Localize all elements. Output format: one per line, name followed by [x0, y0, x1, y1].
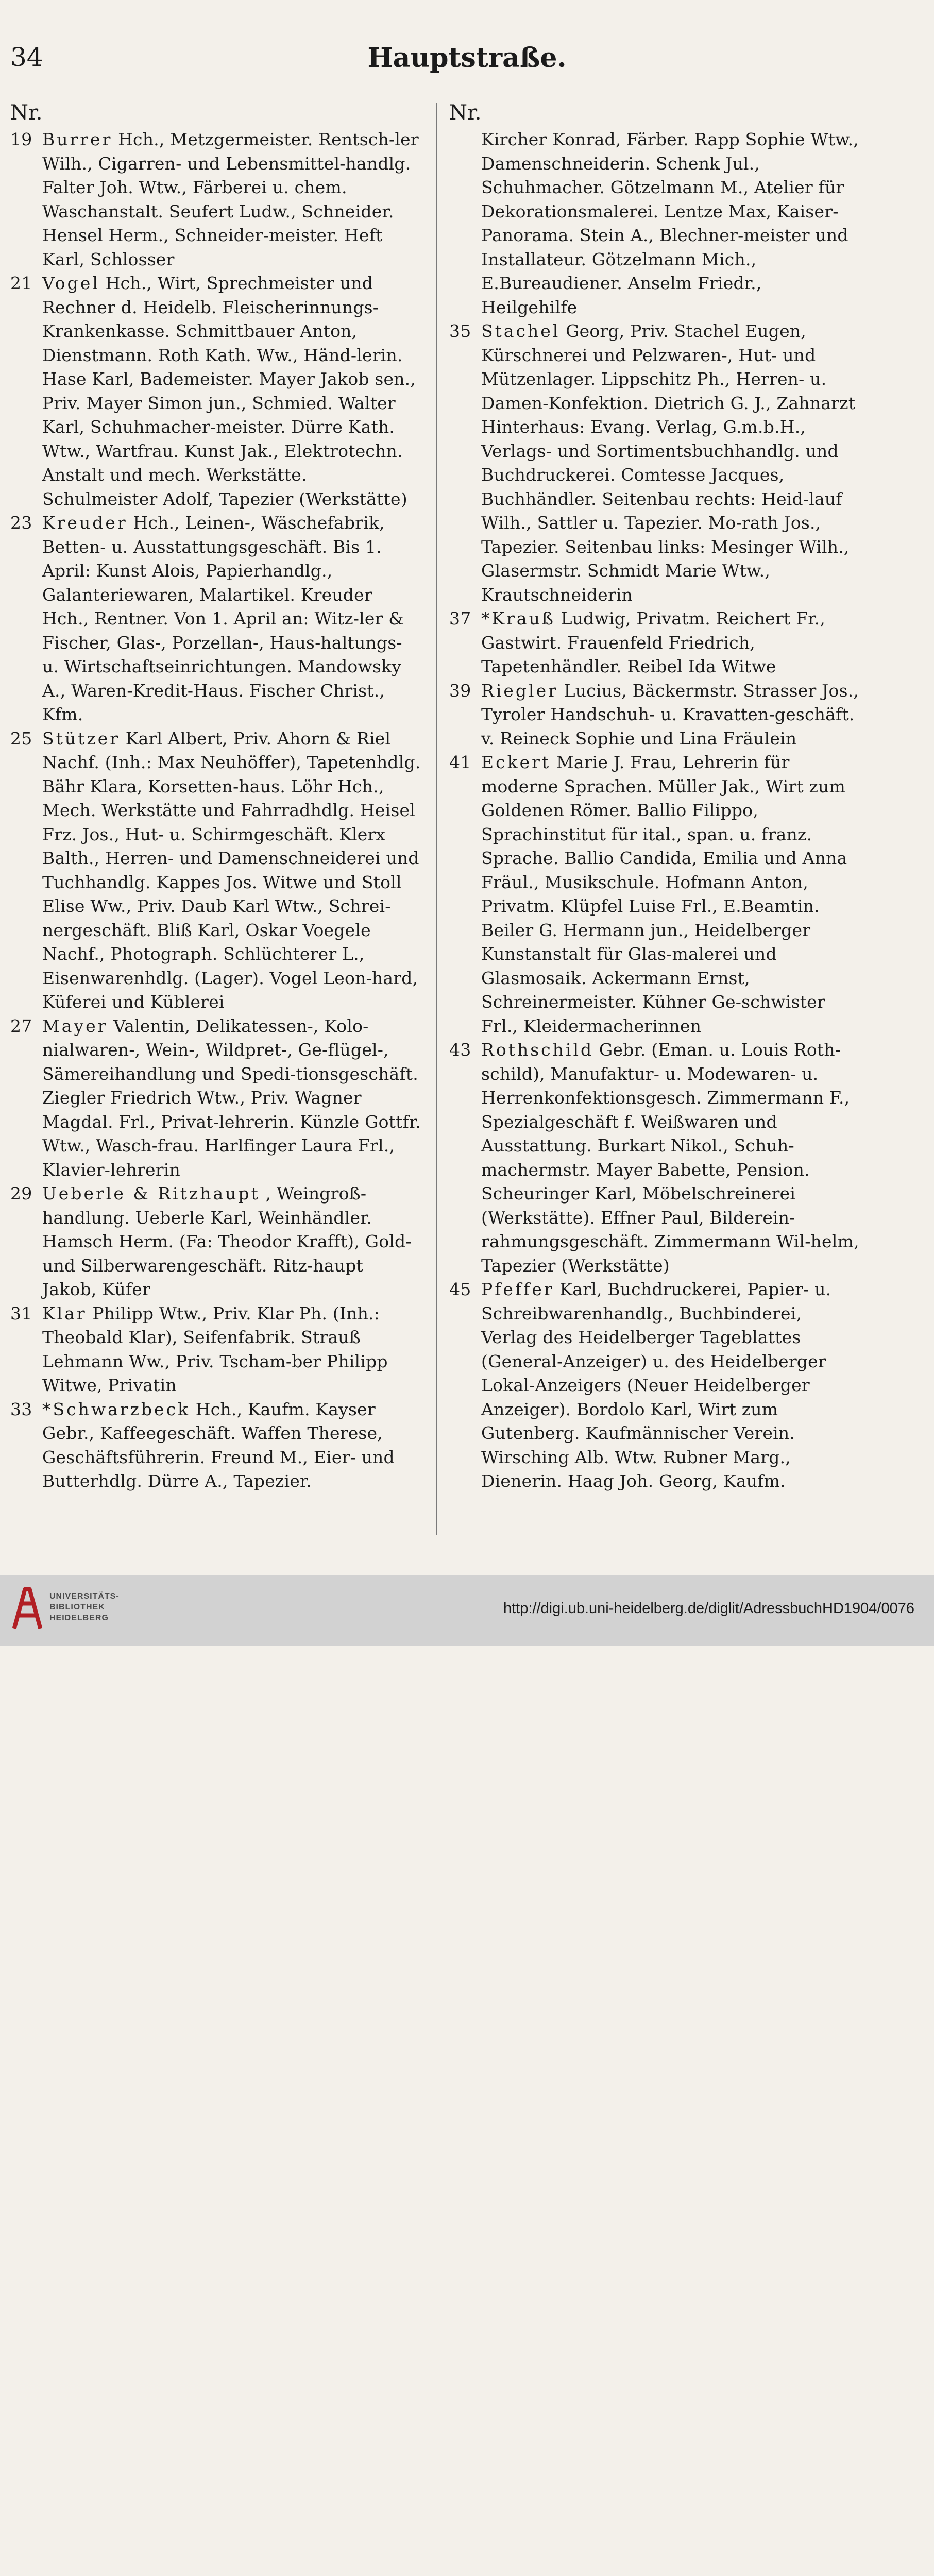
directory-entry: [10, 1302, 422, 1398]
entry-text: Georg, Priv. Stachel Eugen, Kürschnerei und Pelzwaren-, Hut- und Mützenlager. Lippschitz Ph., Herren- u. Damen-Konfektion. Dietrich G. J., Zahnarzt: [481, 321, 856, 413]
right-column: [449, 98, 861, 1494]
house-number: 35: [449, 321, 471, 341]
entry-name: Vogel: [42, 273, 100, 293]
directory-entry: [10, 272, 422, 511]
left-column: [10, 98, 422, 1494]
house-number: 33: [10, 1399, 32, 1419]
entry-text: Gebr. (Eman. u. Louis Roth-schild), Manufaktur- u. Modewaren- u. Herrenkonfektionsgesch. Zimmermann F., Spezialgeschäft f. Weißwaren und Ausstattung. Burkart Nikol., Schuh-machermstr. Mayer Babette, Pension. Scheuringer Karl, Möbelschreinerei (Werkstätte). Effner Paul, Bilderein-rahmungsgeschäft. Zimmermann Wil-helm, Tapezier (Werkstätte): [481, 1040, 859, 1276]
directory-entry: [10, 1014, 422, 1182]
directory-entry: [449, 679, 861, 751]
house-number: 31: [10, 1303, 32, 1324]
house-number: 39: [449, 680, 471, 701]
entry-text: Valentin, Delikatessen-, Kolo-nialwaren-, Wein-, Wildpret-, Ge-flügel-, Sämereihandlung und Spedi-tionsgeschäft. Ziegler Friedrich Wtw., Priv. Wagner Magdal. Frl., Privat-lehrerin. Künzle Gottfr. Wtw., Wasch-frau. Harlfinger Laura Frl., Klavier-lehrerin: [42, 1015, 421, 1180]
entry-text: Kircher Konrad, Färber. Rapp Sophie Wtw., Damenschneiderin. Schenk Jul., Schuhmacher. Götzelmann M., Atelier für Dekorationsmalerei. Lentze Max, Kaiser-Panorama. Stein A., Blechner-meister und Installateur. Götzelmann Mich., E.Bureaudiener. Anselm Friedr., Heilgehilfe: [481, 129, 859, 317]
entry-name: Riegler: [481, 680, 558, 701]
library-logo-icon: [9, 1586, 45, 1633]
house-number: 43: [449, 1040, 471, 1060]
entry-text: Hch., Kaufm. Kayser Gebr., Kaffeegeschäft. Waffen Therese, Geschäftsführerin. Freund M., Eier- und Butterhdlg. Dürre A., Tapezier.: [42, 1399, 395, 1491]
logo-text: BIBLIOTHEK: [49, 1603, 105, 1612]
house-number: 41: [449, 752, 471, 772]
entry-name: Eckert: [481, 752, 551, 772]
entry-text: , Weingroß-handlung. Ueberle Karl, Weinhändler. Hamsch Herm. (Fa: Theodor Krafft), Gold- und Silberwarengeschäft. Ritz-haupt Jakob, Küfer: [42, 1183, 412, 1299]
house-number: 37: [449, 608, 471, 629]
entry-name: Burrer: [42, 129, 113, 149]
directory-entry: [449, 319, 861, 415]
entry-text: Karl Albert, Priv. Ahorn & Riel Nachf. (Inh.: Max Neuhöffer), Tapetenhdlg. Bähr Klara, Korsetten-haus. Löhr Hch., Mech. Werkstätte und Fahrradhdlg. Heisel Frz. Jos., Hut- u. Schirmgeschäft. Klerx Balth., Herren- und Damenschneiderei und Tuchhandlg. Kappes Jos. Witwe und Stoll Elise Ww., Priv. Daub Karl Wtw., Schrei-nergeschäft. Bliß Karl, Oskar Voegele Nachf., Photograph. Schlüchterer L., Eisenwarenhdlg. (Lager). Vogel Leon-hard, Küferei und Küblerei: [42, 728, 421, 1012]
directory-entry: [10, 727, 422, 1014]
house-number: 23: [10, 513, 32, 533]
entry-text: Ludwig, Privatm. Reichert Fr., Gastwirt. Frauenfeld Friedrich, Tapetenhändler. Reibel Ida Witwe: [481, 608, 825, 676]
house-number: 25: [10, 728, 32, 749]
house-number: 21: [10, 273, 32, 293]
page-title: Hauptstraße.: [367, 42, 567, 74]
directory-entry: [449, 607, 861, 679]
house-number: 45: [449, 1279, 471, 1299]
house-number: 29: [10, 1183, 32, 1204]
source-url[interactable]: http://digi.ub.uni-heidelberg.de/diglit/AdressbuchHD1904/0076: [503, 1600, 914, 1617]
directory-entry: [449, 751, 861, 1038]
entry-text: Hinterhaus: Evang. Verlag, G.m.b.H., Verlags- und Sortimentsbuchhandlg. und Buchdruckerei. Comtesse Jacques, Buchhändler. Seitenbau rechts: Heid-lauf Wilh., Sattler u. Tapezier. Mo-rath Jos., Tapezier. Seitenbau links: Mesinger Wilh., Glasermstr. Schmidt Marie Wtw., Krautschneiderin: [481, 417, 850, 605]
directory-entry: [449, 1278, 861, 1494]
logo-text: UNIVERSITÄTS-: [49, 1592, 120, 1601]
entry-name: Mayer: [42, 1015, 108, 1036]
entry-text: Hch., Metzgermeister. Rentsch-ler Wilh., Cigarren- und Lebensmittel-handlg. Falter Joh. Wtw., Färberei u. chem. Waschanstalt. Seufert Ludw., Schneider. Hensel Herm., Schneider-meister. Heft Karl, Schlosser: [42, 129, 419, 269]
entry-text: Hch., Wirt, Sprechmeister und Rechner d. Heidelb. Fleischerinnungs-Krankenkasse. Schmittbauer Anton, Dienstmann. Roth Kath. Ww., Händ-lerin. Hase Karl, Bademeister. Mayer Jakob sen., Priv. Mayer Simon jun., Schmied. Walter Karl, Schuhmacher-meister. Dürre Kath. Wtw., Wartfrau. Kunst Jak., Elektrotechn. Anstalt und mech. Werkstätte. Schulmeister Adolf, Tapezier (Werkstätte): [42, 273, 416, 509]
entry-list: [10, 128, 422, 1494]
entry-name: Klar: [42, 1303, 87, 1324]
entry-text: Karl, Buchdruckerei, Papier- u. Schreibwarenhandlg., Buchbinderei, Verlag des Heidelberger Tageblattes (General-Anzeiger) u. des Heidelberger Lokal-Anzeigers (Neuer Heidelberger Anzeiger). Bordolo Karl, Wirt zum Gutenberg. Kaufmännischer Verein. Wirsching Alb. Wtw. Rubner Marg., Dienerin. Haag Joh. Georg, Kaufm.: [481, 1279, 831, 1491]
entry-text: Marie J. Frau, Lehrerin für moderne Sprachen. Müller Jak., Wirt zum Goldenen Römer. Ballio Filippo, Sprachinstitut für ital., span. u. franz. Sprache. Ballio Candida, Emilia und Anna Fräul., Musikschule. Hofmann Anton, Privatm. Klüpfel Luise Frl., E.Beamtin. Beiler G. Hermann jun., Heidelberger Kunstanstalt für Glas-malerei und Glasmosaik. Ackermann Ernst, Schreinermeister. Kühner Ge-schwister Frl., Kleidermacherinnen: [481, 752, 847, 1036]
entry-name: Ueberle & Ritzhaupt: [42, 1183, 260, 1204]
entry-name: Stachel: [481, 321, 561, 341]
entry-name: Pfeffer: [481, 1279, 554, 1299]
page-number: 34: [10, 42, 43, 72]
entry-text: Lucius, Bäckermstr. Strasser Jos., Tyroler Handschuh- u. Kravatten-geschäft. v. Reineck Sophie und Lina Fräulein: [481, 680, 859, 749]
entry-name: *Krauß: [481, 608, 555, 629]
entry-name: *Schwarzbeck: [42, 1399, 191, 1419]
entry-text: Hch., Leinen-, Wäschefabrik, Betten- u. Ausstattungsgeschäft. Bis 1. April: Kunst Alois, Papierhandlg., Galanteriewaren, Malartikel. Kreuder Hch., Rentner. Von 1. April an: Witz-ler & Fischer, Glas-, Porzellan-, Haus-haltungs- u. Wirtschaftseinrichtungen. Mandowsky A., Waren-Kredit-Haus. Fischer Christ., Kfm.: [42, 513, 404, 724]
entry-name: Stützer: [42, 728, 121, 749]
entry-list: [449, 128, 861, 1494]
column-label: Nr.: [10, 101, 43, 125]
directory-entry: [10, 128, 422, 272]
directory-entry: [10, 1398, 422, 1494]
logo-text: HEIDELBERG: [49, 1614, 109, 1622]
directory-entry: [449, 415, 861, 607]
directory-entry: [449, 1038, 861, 1278]
entry-name: Kreuder: [42, 513, 128, 533]
directory-entry: [10, 511, 422, 727]
directory-entry: [10, 1182, 422, 1302]
column-divider: [436, 103, 437, 1535]
column-label: Nr.: [449, 101, 482, 125]
entry-name: Rothschild: [481, 1040, 594, 1060]
directory-entry: [449, 128, 861, 319]
house-number: 19: [10, 129, 32, 149]
house-number: 27: [10, 1015, 32, 1036]
entry-text: Philipp Wtw., Priv. Klar Ph. (Inh.: Theobald Klar), Seifenfabrik. Strauß Lehmann Ww., Priv. Tscham-ber Philipp Witwe, Privatin: [42, 1303, 388, 1395]
